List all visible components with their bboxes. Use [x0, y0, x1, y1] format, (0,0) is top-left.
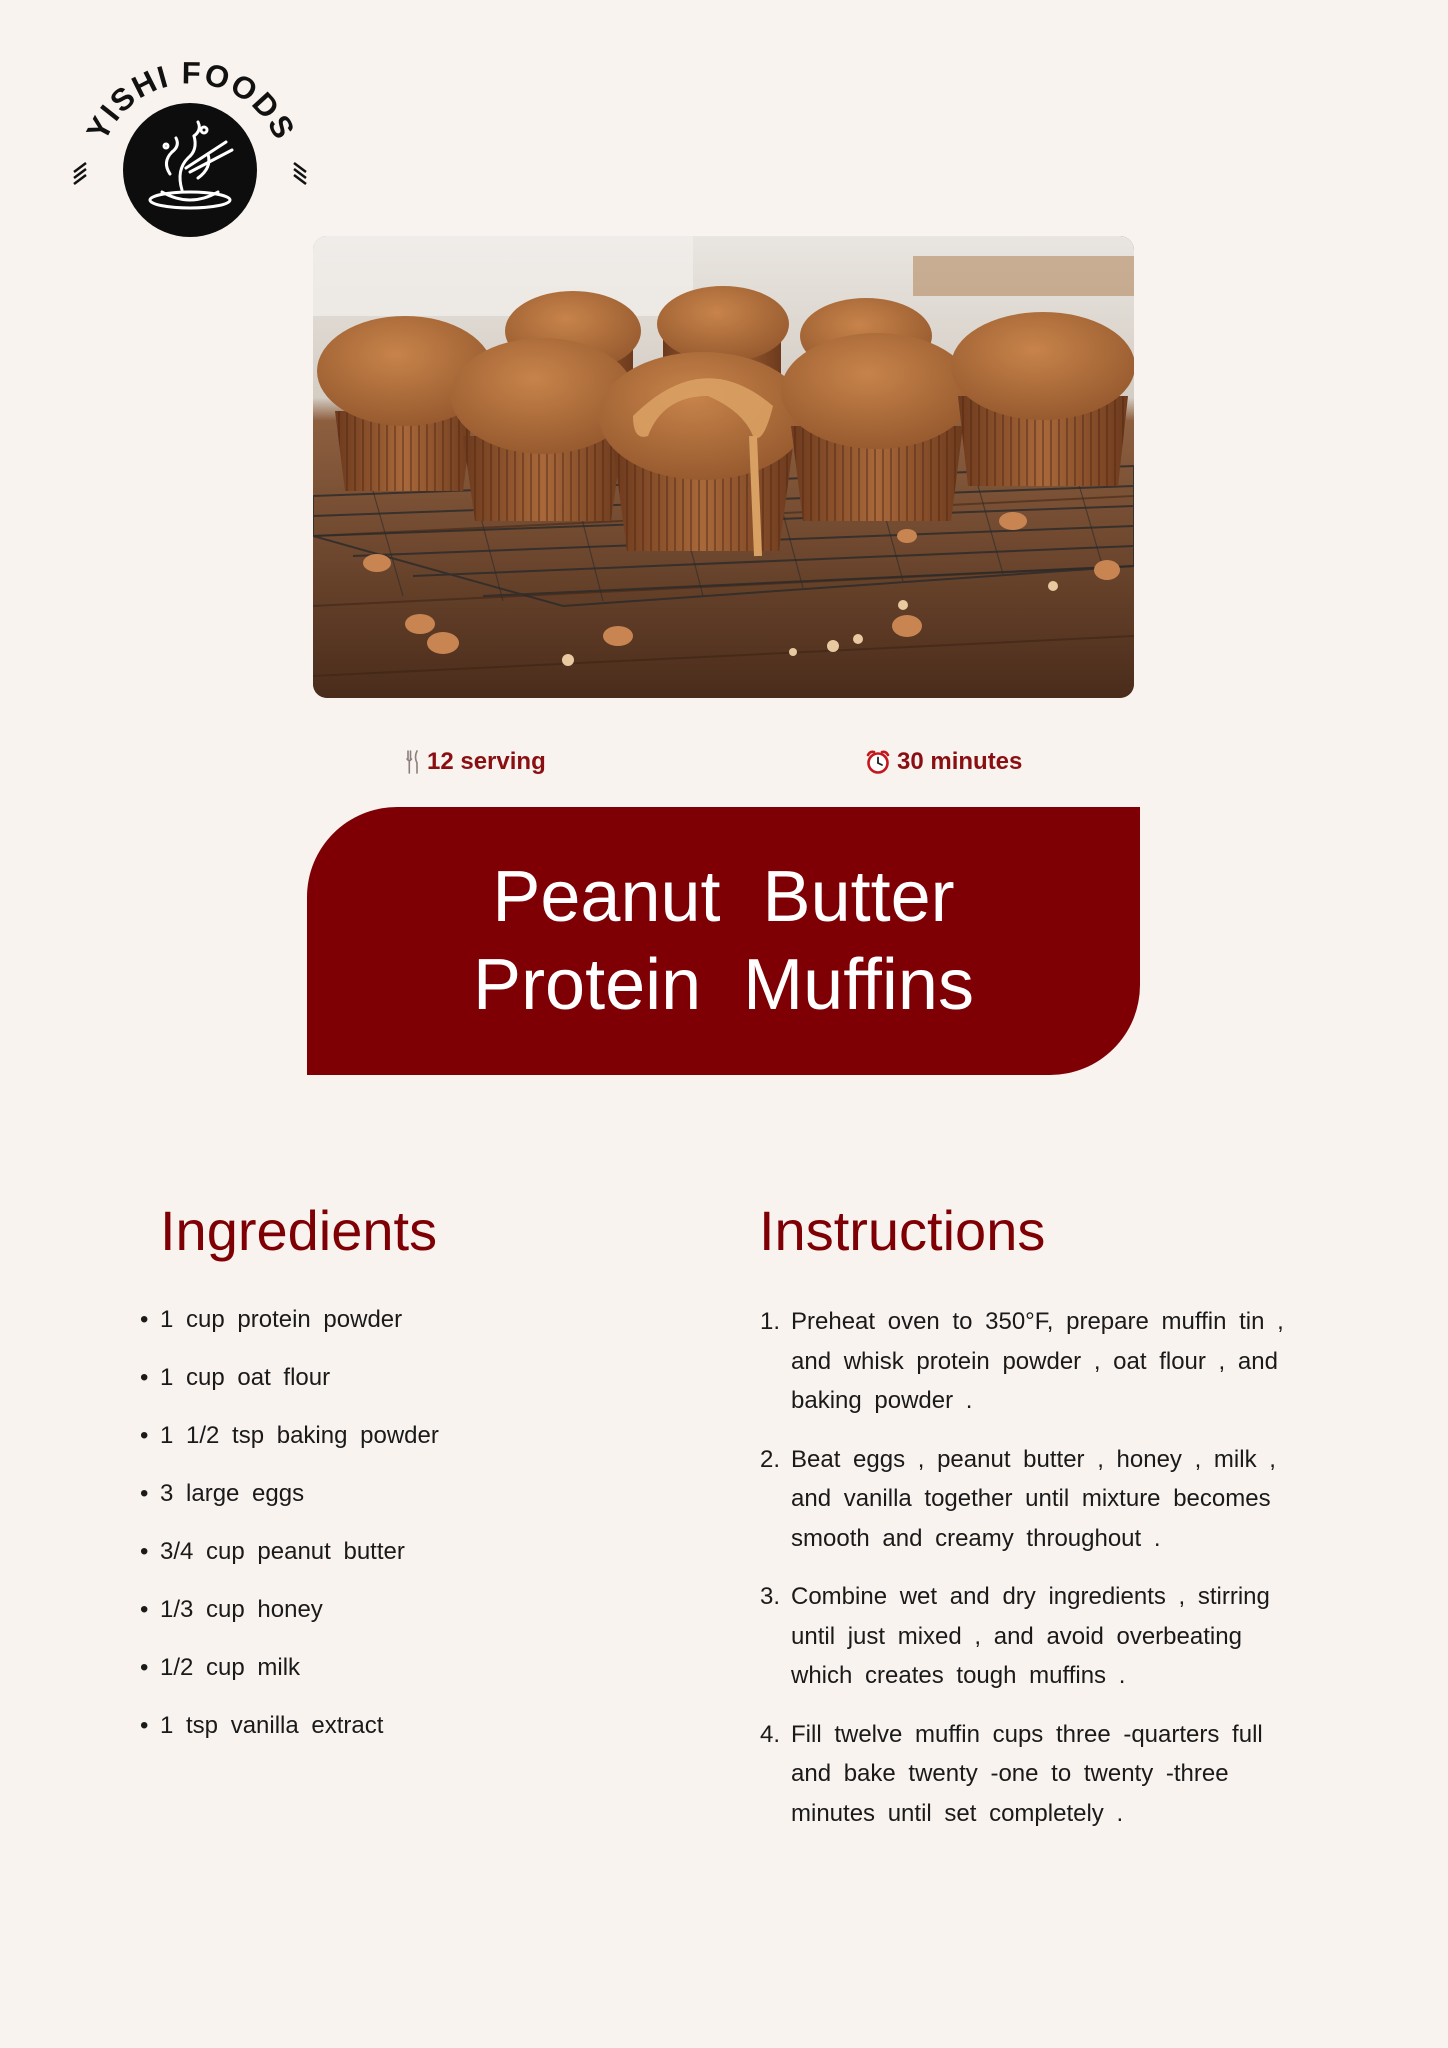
list-item: • 1/2 cup milk	[140, 1648, 439, 1706]
title-banner	[307, 807, 1140, 1075]
list-item: • 1 1/2 tsp baking powder	[140, 1416, 439, 1474]
step-text: Fill twelve muffin cups three -quarters full and bake twenty -one to twenty -three minutes until set completely .	[791, 1720, 1263, 1827]
step-text: Preheat oven to 350°F, prepare muffin tin , and whisk protein powder , oat flour , and baking powder .	[791, 1308, 1284, 1414]
chef-logo-icon	[66, 50, 316, 250]
step-number: 3.	[760, 1583, 781, 1610]
ingredient-text: 1/2 cup milk	[160, 1654, 301, 1681]
recipe-title	[473, 853, 974, 1029]
step-number: 4.	[760, 1720, 781, 1748]
brand-name: YISHI FOODS	[79, 55, 303, 146]
list-item	[760, 1302, 1300, 1421]
ingredient-text: 3 large eggs	[160, 1480, 305, 1507]
alarm-clock-icon	[865, 749, 891, 775]
step-text: Beat eggs , peanut butter , honey , milk , and vanilla together until mixture becomes smooth and creamy throughout .	[791, 1445, 1276, 1552]
ingredient-text: 1 cup protein powder	[160, 1306, 403, 1333]
recipe-title-line2: Protein Muffins	[473, 945, 974, 1025]
instructions-list	[760, 1302, 1300, 1852]
brand-logo	[66, 50, 316, 250]
servings-info	[405, 745, 546, 779]
time-text: 30 minutes	[897, 748, 1023, 775]
recipe-title-line1: Peanut Butter	[492, 857, 955, 937]
list-item	[760, 1440, 1300, 1559]
ingredient-text: 1/3 cup honey	[160, 1596, 323, 1623]
list-item: • 3/4 cup peanut butter	[140, 1532, 439, 1590]
instructions-heading: Instructions	[759, 1199, 1046, 1262]
list-item: • 1 cup oat flour	[140, 1358, 439, 1416]
muffins-image	[313, 236, 1134, 698]
list-item	[760, 1577, 1300, 1696]
servings-text: 12 serving	[427, 748, 546, 775]
list-item: • 1 tsp vanilla extract	[140, 1706, 439, 1764]
ingredient-text: 1 tsp vanilla extract	[160, 1712, 384, 1739]
list-item: • 3 large eggs	[140, 1474, 439, 1532]
step-number: 2.	[760, 1445, 781, 1473]
ingredient-text: 1 1/2 tsp baking powder	[160, 1422, 439, 1449]
ingredients-list	[140, 1300, 439, 1764]
list-item: • 1/3 cup honey	[140, 1590, 439, 1648]
ingredients-heading: Ingredients	[160, 1199, 438, 1262]
ingredient-text: 3/4 cup peanut butter	[160, 1538, 405, 1565]
hero-muffin-photo	[313, 236, 1134, 698]
ingredient-text: 1 cup oat flour	[160, 1364, 331, 1391]
fork-knife-icon	[405, 749, 421, 775]
step-number: 1.	[760, 1308, 781, 1335]
time-info	[865, 745, 1022, 779]
step-text: Combine wet and dry ingredients , stirring until just mixed , and avoid overbeating which creates tough muffins .	[791, 1583, 1270, 1689]
list-item	[760, 1715, 1300, 1834]
list-item: • 1 cup protein powder	[140, 1300, 439, 1358]
